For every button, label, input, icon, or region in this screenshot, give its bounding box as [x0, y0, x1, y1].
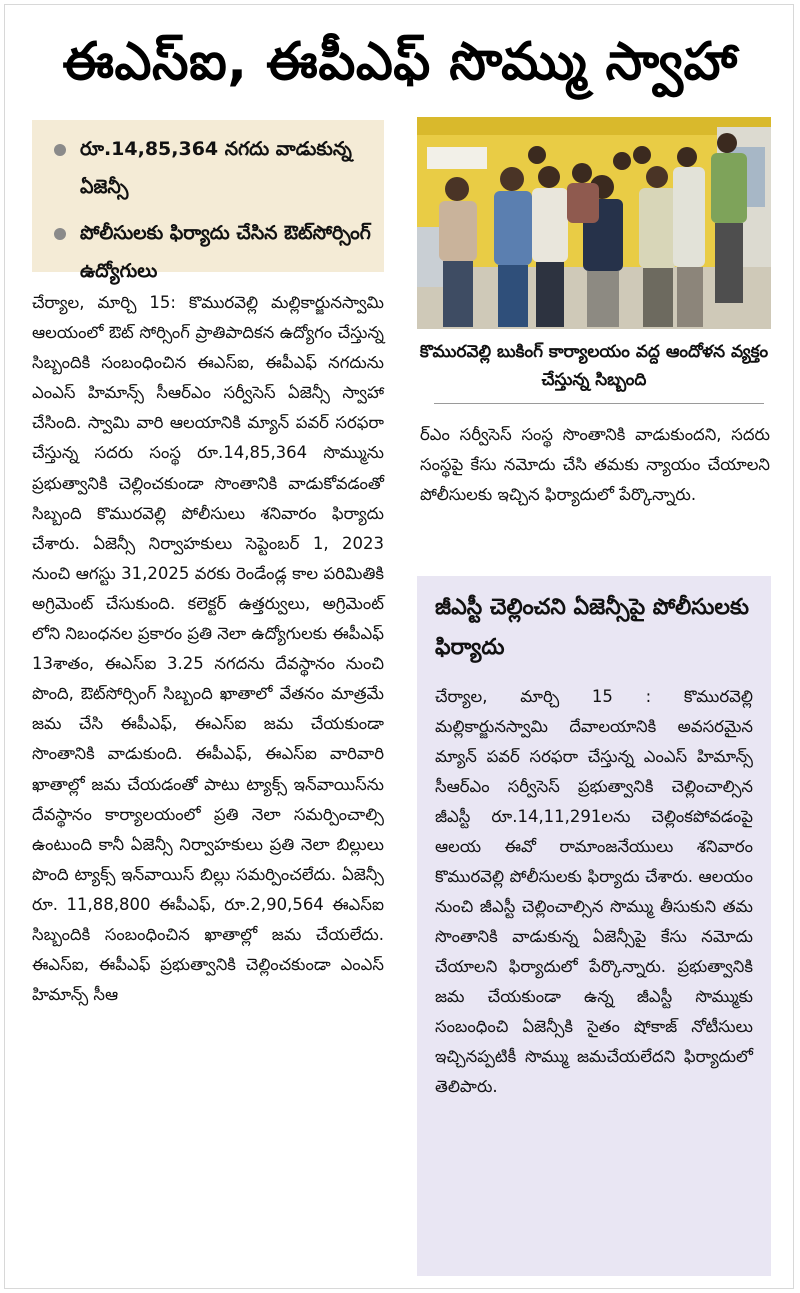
highlight-text: పోలీసులకు ఫిర్యాదు చేసిన ఔట్‌సోర్సింగ్ ఉద్యోగులు: [80, 222, 371, 282]
article-body-left: [32, 288, 384, 1010]
highlights-box: [32, 120, 384, 282]
body-paragraph: ర్‌ఎం సర్వీసెస్ సంస్థ సొంతానికి వాడుకుందని, సదరు సంస్థపై కేసు నమోదు చేసి తమకు న్యాయం చేయాలని పోలీసులకు ఇచ్చిన ఫిర్యాదులో పేర్కొన్నారు.: [420, 425, 770, 504]
photo-caption: కొమురవెల్లి బుకింగ్ కార్యాలయం వద్ద ఆందోళన వ్యక్తం చేస్తున్న సిబ్బంది: [419, 342, 769, 390]
article-body-right: [420, 420, 770, 510]
bullet-icon: [54, 144, 66, 156]
highlight-item: [54, 214, 374, 290]
body-paragraph: చేర్యాల, మార్చి 15 : కొమురవెల్లి మల్లికార్జునస్వామి దేవాలయానికి అవసరమైన మ్యాన్ పవర్ సరఫరా చేస్తున్న ఎంఎస్ హిమాన్స్ సీఆర్ఎం సర్వీసెస్ ప్రభుత్వానికి చెల్లించాల్సిన జీఎస్టీ రూ.14,11,291లను చెల్లింకపోవడంపై ఆలయ ఈవో రామాంజనేయులు శనివారం కొమురవెల్లి పోలీసులకు ఫిర్యాదు చేశారు. ఆలయం నుంచి జీఎస్టీ చెల్లించాల్సిన సొమ్ము తీసుకుని తమ సొంతానికి వాడుకున్న ఏజెన్సీపై కేసు నమోదు చేయాలని ఫిర్యాదులో పేర్కొన్నారు. ప్రభుత్వానికి జమ చేయకుండా ఉన్న జీఎస్టీ సొమ్ముకు సంబంధించి ఏజెన్సీకి సైతం షోకాజ్ నోటీసులు ఇచ్చినప్పటికీ సొమ్ము జమచేయలేదని ఫిర్యాదులో తెలిపారు.: [435, 687, 753, 1096]
bullet-icon: [54, 228, 66, 240]
group-of-people-image: [417, 117, 771, 329]
highlight-text: రూ.14,85,364 నగదు వాడుకున్న ఏజెన్సీ: [80, 138, 352, 198]
sidebar-story: [417, 576, 771, 1276]
news-photo: [417, 117, 771, 329]
sidebar-headline: జీఎస్టీ చెల్లించని ఏజెన్సీపై పోలీసులకు ఫిర్యాదు: [435, 595, 750, 660]
highlight-item: [54, 130, 374, 206]
caption-divider: [434, 403, 764, 404]
headline: ఈఎస్‌ఐ, ఈపీఎఫ్ సొమ్ము స్వాహా: [62, 32, 738, 92]
body-paragraph: చేర్యాల, మార్చి 15: కొమురవెల్లి మల్లికార్జునస్వామి ఆలయంలో ఔట్ సోర్సింగ్ ప్రాతిపాదికన ఉద్యోగం చేస్తున్న సిబ్బందికి సంబంధించిన ఈఎస్ఐ, ఈపీఎఫ్ నగదును ఎంఎస్ హిమాన్స్ సీఆర్ఎం సర్వీసెస్ ఏజెన్సీ స్వాహా చేసింది. స్వామి వారి ఆలయానికి మ్యాన్ పవర్ సరఫరా చేస్తున్న సదరు సంస్థ రూ.14,85,364 సొమ్మును ప్రభుత్వానికి చెల్లించకుండా సొంతానికి వాడుకోవడంతో సిబ్బంది కొమురవెల్లి పోలీసులు శనివారం ఫిర్యాదు చేశారు. ఏజెన్సీ నిర్వాహకులు సెప్టెంబర్ 1, 2023 నుంచి ఆగస్టు 31,2025 వరకు రెండేండ్ల కాల పరిమితికి అగ్రిమెంట్ చేసుకుంది. కలెక్టర్ ఉత్తర్వులు, అగ్రిమెంట్ లోని నిబంధనల ప్రకారం ప్రతి నెలా ఉద్యోగులకు ఈపీఎఫ్ 13శాతం, ఈఎస్ఐ 3.25 నగదను దేవస్థానం నుంచి పొంది, ఔట్‌సోర్సింగ్ సిబ్బంది ఖాతాలో వేతనం మాత్రమే జమ చేసి ఈపీఎఫ్, ఈఎస్ఐ జమ చేయకుండా సొంతానికి వాడుకుంది. ఈపీఎఫ్, ఈఎస్ఐ వారివారి ఖాతాల్లో జమ చేయడంతో పాటు ట్యాక్స్ ఇన్‌వాయిస్‌ను దేవస్థానం కార్యాలయంలో ప్రతి నెలా సమర్పించాల్సి ఉంటుంది కానీ ఏజెన్సీ నిర్వాహకులు ప్రతి నెలా బిల్లులు పొంది ట్యాక్స్ ఇన్‌వాయిస్ బిల్లు సమర్పించలేదు. ఏజెన్సీ రూ. 11,88,800 ఈపీఎఫ్, రూ.2,90,564 ఈఎస్ఐ సిబ్బందికి సంబంధించిన ఖాతాల్లో జమ చేయలేదు. ఈఎస్ఐ, ఈపీఎఫ్ ప్రభుత్వానికి చెల్లించకుండా ఎంఎస్ హిమాన్స్ సీఆ: [32, 293, 384, 1005]
sidebar-body: [435, 682, 753, 1102]
